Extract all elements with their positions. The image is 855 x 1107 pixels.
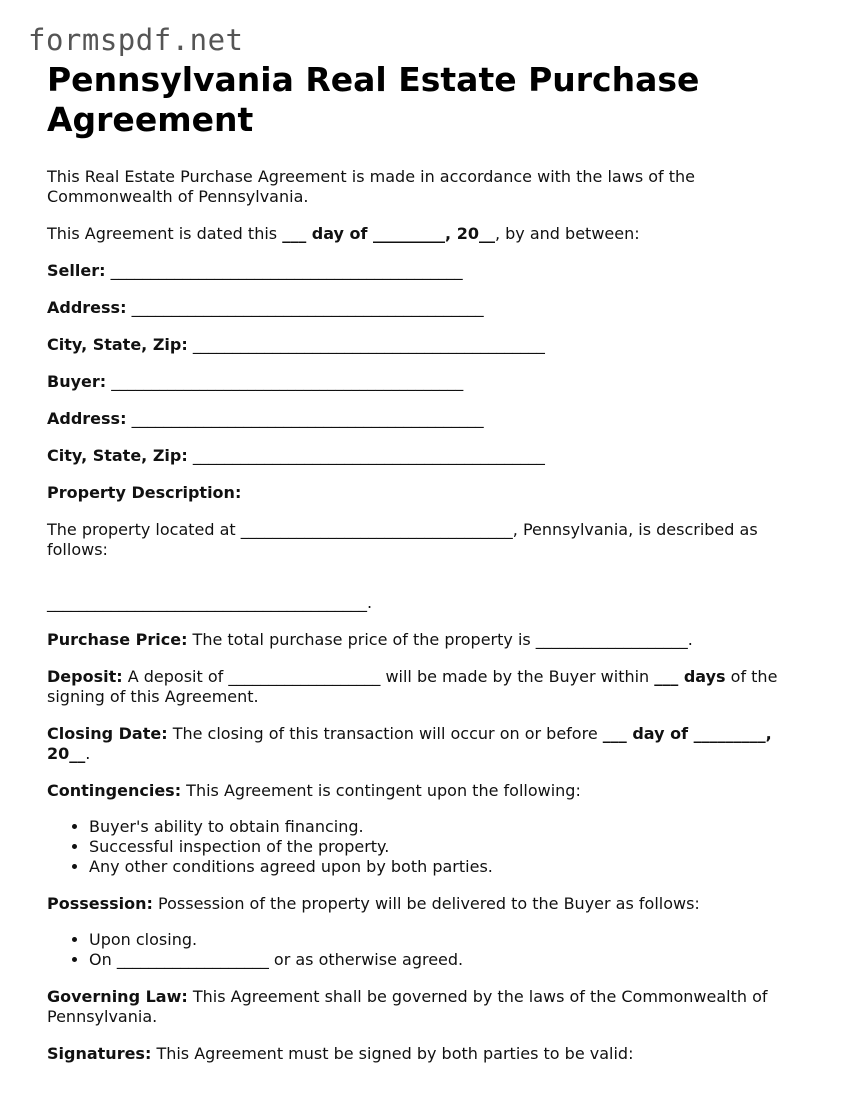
governing-law-text: This Agreement shall be governed by the laws of the Commonwealth of Pennsylvania. [47,987,768,1026]
buyer-name-blank: ____________________________________________ [106,372,464,391]
list-item: • Upon closing. [89,930,817,950]
property-description-label: Property Description: [47,483,242,502]
contingencies-paragraph [47,781,817,801]
closing-date-label: Closing Date: [47,724,168,743]
watermark: formspdf.net [28,23,244,57]
list-item: • Any other conditions agreed upon by both parties. [89,857,817,877]
document-title: Pennsylvania Real Estate Purchase Agreement [47,60,700,139]
deposit-days: ___ days [654,667,726,686]
seller-name-field [47,261,817,281]
purchase-price-paragraph [47,630,817,650]
agreement-date-line [47,224,817,244]
signatures-label: Signatures: [47,1044,152,1063]
list-item: • On ___________________ or as otherwise agreed. [89,950,817,970]
purchase-price-text: The total purchase price of the property is ___________________. [187,630,693,649]
possession-label: Possession: [47,894,153,913]
deposit-label: Deposit: [47,667,123,686]
governing-law-label: Governing Law: [47,987,188,1006]
property-location-text: The property located at __________________________________, Pennsylvania, is described as follows: [47,520,758,559]
signatures-paragraph [47,1044,817,1064]
closing-date-paragraph [47,724,817,764]
purchase-price-label: Purchase Price: [47,630,188,649]
contingencies-text: This Agreement is contingent upon the following: [181,781,581,800]
buyer-address-blank: ____________________________________________ [126,409,484,428]
signatures-text: This Agreement must be signed by both parties to be valid: [151,1044,634,1063]
buyer-name-label: Buyer: [47,372,107,391]
deposit-text-a: A deposit of ___________________ will be made by the Buyer within [122,667,655,686]
possession-paragraph [47,894,817,914]
property-description-blank: ________________________________________. [47,593,373,612]
document-page [47,60,817,1064]
agreement-date-suffix: , by and between: [494,224,640,243]
seller-city-label: City, State, Zip: [47,335,188,354]
agreement-date-blank: ___ day of _________, 20__ [282,224,495,243]
closing-date-blank: ___ day of _________, 20__ [47,724,772,763]
contingencies-list [47,817,817,877]
closing-date-period: . [85,744,91,763]
deposit-paragraph [47,667,817,707]
seller-city-blank: ____________________________________________ [187,335,545,354]
possession-text: Possession of the property will be delivered to the Buyer as follows: [152,894,700,913]
buyer-city-label: City, State, Zip: [47,446,188,465]
list-item: • Buyer's ability to obtain financing. [89,817,817,837]
intro-paragraph: This Real Estate Purchase Agreement is made in accordance with the laws of the Commonwealth of Pennsylvania. [47,167,695,206]
deposit-text-b: of the signing of this Agreement. [47,667,778,706]
seller-city-field [47,335,817,355]
seller-name-label: Seller: [47,261,106,280]
closing-date-text: The closing of this transaction will occur on or before [167,724,603,743]
governing-law-paragraph [47,987,817,1027]
buyer-city-field [47,446,817,466]
buyer-name-field [47,372,817,392]
seller-address-blank: ____________________________________________ [126,298,484,317]
seller-name-blank: ____________________________________________ [105,261,463,280]
seller-address-field [47,298,817,318]
agreement-date-prefix: This Agreement is dated this [47,224,283,243]
buyer-address-field [47,409,817,429]
buyer-address-label: Address: [47,409,127,428]
property-description-heading [47,483,817,503]
buyer-city-blank: ____________________________________________ [187,446,545,465]
possession-list [47,930,817,970]
list-item: • Successful inspection of the property. [89,837,817,857]
seller-address-label: Address: [47,298,127,317]
contingencies-label: Contingencies: [47,781,182,800]
